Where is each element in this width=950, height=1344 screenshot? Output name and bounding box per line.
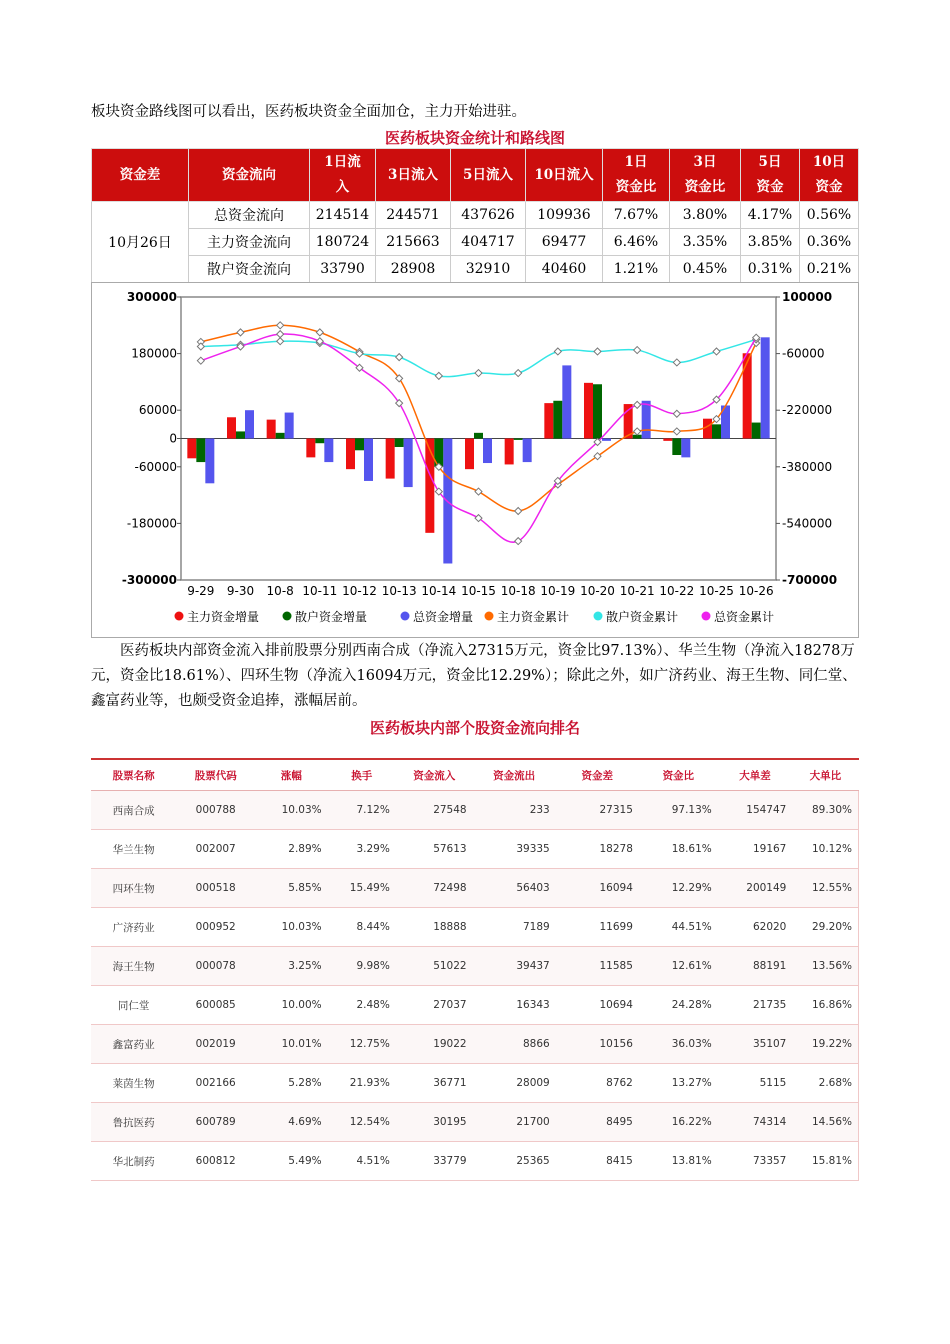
ranking-cell: 21700 [473,1103,556,1142]
ranking-cell: 2.48% [328,986,396,1025]
bar-散户资金增量 [315,439,324,444]
ranking-cell: 19022 [396,1025,473,1064]
bar-总资金增量 [404,439,413,488]
ranking-cell: 8762 [556,1064,639,1103]
ranking-cell: 600812 [176,1142,255,1181]
ranking-cell: 13.27% [639,1064,718,1103]
ranking-cell: 7189 [473,908,556,947]
bar-散户资金增量 [672,439,681,456]
stats-cell: 33790 [310,256,376,283]
legend-label: 主力资金累计 [497,610,570,624]
ranking-cell: 2.89% [255,830,327,869]
legend-label: 总资金增量 [413,610,474,624]
stats-header-cell: 10日流入 [526,149,603,202]
bar-总资金增量 [523,439,532,463]
ranking-cell: 广济药业 [91,908,176,947]
bar-散户资金增量 [593,384,602,438]
stats-cell: 3.35% [670,229,741,256]
ranking-header-cell: 资金流出 [473,759,556,791]
ranking-cell: 7.12% [328,791,396,830]
intro-paragraph: 板块资金路线图可以看出，医药板块资金全面加仓，主力开始进驻。 [91,104,526,120]
stats-cell: 3.80% [670,202,741,229]
ranking-header-cell: 资金流入 [396,759,473,791]
ranking-header-cell: 涨幅 [255,759,327,791]
ranking-cell: 华兰生物 [91,830,176,869]
ranking-cell: 5.49% [255,1142,327,1181]
ranking-cell: 29.20% [792,908,858,947]
ranking-cell: 西南合成 [91,791,176,830]
section-title-ranking: 医药板块内部个股资金流向排名 [369,719,580,737]
ranking-cell: 16094 [556,869,639,908]
ranking-cell: 233 [473,791,556,830]
ranking-cell: 5.85% [255,869,327,908]
stats-row [92,256,859,283]
x-axis-tick-label: 9-29 [187,584,215,598]
ranking-header-cell: 换手 [328,759,396,791]
ranking-cell: 14.56% [792,1103,858,1142]
ranking-header-cell: 资金比 [639,759,718,791]
ranking-cell: 72498 [396,869,473,908]
ranking-row [91,869,859,908]
ranking-cell: 18888 [396,908,473,947]
ranking-cell: 97.13% [639,791,718,830]
stock-ranking-table [91,758,859,1181]
legend-marker [401,612,410,621]
ranking-cell: 8495 [556,1103,639,1142]
ranking-cell: 000078 [176,947,255,986]
bar-主力资金增量 [306,439,315,458]
stats-cell: 0.31% [741,256,800,283]
stats-header-cell: 5日流入 [451,149,526,202]
ranking-cell: 16.22% [639,1103,718,1142]
ranking-cell: 51022 [396,947,473,986]
ranking-cell: 10.01% [255,1025,327,1064]
bar-总资金增量 [205,439,214,484]
ranking-cell: 华北制药 [91,1142,176,1181]
ranking-cell: 73357 [718,1142,793,1181]
ranking-cell: 21.93% [328,1064,396,1103]
legend-label: 主力资金增量 [187,610,260,624]
ranking-cell: 9.98% [328,947,396,986]
ranking-cell: 33779 [396,1142,473,1181]
ranking-cell: 000788 [176,791,255,830]
ranking-cell: 15.81% [792,1142,858,1181]
ranking-cell: 8866 [473,1025,556,1064]
y-axis-tick-label: 60000 [138,403,177,418]
ranking-cell: 8.44% [328,908,396,947]
ranking-cell: 27315 [556,791,639,830]
bar-总资金增量 [285,413,294,439]
ranking-cell: 39437 [473,947,556,986]
stats-cell: 69477 [526,229,603,256]
ranking-cell: 12.54% [328,1103,396,1142]
stats-date: 10月26日 [92,202,189,283]
stats-cell: 404717 [451,229,526,256]
bar-总资金增量 [245,410,254,438]
ranking-header-cell: 大单比 [792,759,858,791]
bar-主力资金增量 [227,417,236,438]
ranking-row [91,908,859,947]
ranking-cell: 12.55% [792,869,858,908]
ranking-row [91,1142,859,1181]
x-axis-tick-label: 10-19 [540,584,576,598]
ranking-row [91,791,859,830]
stats-cell: 0.21% [800,256,859,283]
stats-header-row [92,149,859,202]
ranking-cell: 36771 [396,1064,473,1103]
stats-cell: 215663 [376,229,451,256]
stats-cell: 244571 [376,202,451,229]
stats-header-cell: 10日 资金 [800,149,859,202]
x-axis-tick-label: 10-25 [699,584,734,598]
analysis-paragraph: 医药板块内部资金流入排前股票分别西南合成（净流入27315万元，资金比97.13%）、华兰生物（净流入18278万元，资金比18.61%）、四环生物（净流入16094万元，资金比12.29%）；除此之外，如广济药业、海王生物、同仁堂、鑫富药业等，也颇受资金追捧，涨幅居前。 [91,643,857,709]
ranking-cell: 89.30% [792,791,858,830]
ranking-cell: 8415 [556,1142,639,1181]
bar-主力资金增量 [465,439,474,470]
ranking-cell: 10.00% [255,986,327,1025]
y-axis-tick-label: 300000 [126,290,177,304]
x-axis-tick-label: 10-26 [738,584,774,598]
stats-cell: 0.45% [670,256,741,283]
stats-cell: 28908 [376,256,451,283]
legend-label: 总资金累计 [714,610,775,624]
bar-散户资金增量 [553,401,562,439]
bar-主力资金增量 [386,439,395,479]
ranking-cell: 4.51% [328,1142,396,1181]
y2-axis-tick-label: -60000 [782,346,825,361]
ranking-cell: 36.03% [639,1025,718,1064]
ranking-cell: 56403 [473,869,556,908]
stats-row [92,229,859,256]
bar-主力资金增量 [425,439,434,533]
ranking-cell: 四环生物 [91,869,176,908]
x-axis-tick-label: 10-15 [461,584,496,598]
y2-axis-tick-label: -700000 [782,573,838,587]
stats-header-cell: 资金流向 [189,149,310,202]
ranking-cell: 000952 [176,908,255,947]
x-axis-tick-label: 10-8 [266,584,294,598]
ranking-row [91,986,859,1025]
ranking-cell: 88191 [718,947,793,986]
stats-cell: 7.67% [603,202,670,229]
bar-散户资金增量 [474,433,483,439]
ranking-cell: 12.61% [639,947,718,986]
ranking-cell: 10.03% [255,791,327,830]
ranking-cell: 002019 [176,1025,255,1064]
ranking-row [91,1064,859,1103]
bar-总资金增量 [364,439,373,481]
stats-cell: 214514 [310,202,376,229]
stats-row-name: 散户资金流向 [189,256,310,283]
stats-header-cell: 5日 资金 [741,149,800,202]
ranking-row [91,830,859,869]
stats-header-cell: 3日 资金比 [670,149,741,202]
ranking-cell: 3.29% [328,830,396,869]
x-axis-tick-label: 10-12 [342,584,377,598]
legend-label: 散户资金累计 [606,610,679,624]
ranking-cell: 10694 [556,986,639,1025]
ranking-cell: 12.29% [639,869,718,908]
ranking-cell: 鲁抗医药 [91,1103,176,1142]
ranking-cell: 35107 [718,1025,793,1064]
stats-cell: 109936 [526,202,603,229]
stats-header-cell: 3日流入 [376,149,451,202]
bar-散户资金增量 [236,431,245,438]
ranking-cell: 莱茵生物 [91,1064,176,1103]
y-axis-tick-label: -300000 [121,573,177,587]
legend-marker [283,612,292,621]
ranking-cell: 74314 [718,1103,793,1142]
bar-散户资金增量 [514,439,523,440]
ranking-cell: 44.51% [639,908,718,947]
ranking-cell: 57613 [396,830,473,869]
y-axis-tick-label: 180000 [131,346,177,361]
x-axis-tick-label: 9-30 [226,584,255,598]
ranking-cell: 18.61% [639,830,718,869]
bar-总资金增量 [642,401,651,439]
legend-label: 散户资金增量 [295,610,368,624]
stats-cell: 437626 [451,202,526,229]
fund-flow-chart [91,282,859,638]
ranking-cell: 25365 [473,1142,556,1181]
stats-cell: 180724 [310,229,376,256]
ranking-row [91,1103,859,1142]
ranking-cell: 11585 [556,947,639,986]
bar-主力资金增量 [346,439,355,470]
ranking-cell: 5.28% [255,1064,327,1103]
stats-cell: 3.85% [741,229,800,256]
stats-cell: 32910 [451,256,526,283]
ranking-cell: 27548 [396,791,473,830]
ranking-header-cell: 股票代码 [176,759,255,791]
ranking-header-cell: 股票名称 [91,759,176,791]
ranking-cell: 15.49% [328,869,396,908]
x-axis-tick-label: 10-18 [500,584,536,598]
bar-总资金增量 [483,439,492,464]
ranking-cell: 27037 [396,986,473,1025]
ranking-row [91,1025,859,1064]
bar-散户资金增量 [395,439,404,447]
ranking-cell: 11699 [556,908,639,947]
ranking-cell: 28009 [473,1064,556,1103]
bar-主力资金增量 [743,353,752,438]
ranking-cell: 4.69% [255,1103,327,1142]
stats-cell: 0.36% [800,229,859,256]
ranking-cell: 62020 [718,908,793,947]
ranking-cell: 21735 [718,986,793,1025]
ranking-cell: 10156 [556,1025,639,1064]
bar-总资金增量 [681,439,690,458]
y-axis-tick-label: 0 [169,431,177,446]
bar-总资金增量 [602,439,611,441]
bar-总资金增量 [562,365,571,438]
ranking-cell: 海王生物 [91,947,176,986]
x-axis-tick-label: 10-13 [381,584,417,598]
stats-cell: 1.21% [603,256,670,283]
ranking-header-row [91,759,859,791]
ranking-cell: 200149 [718,869,793,908]
x-axis-tick-label: 10-22 [659,584,695,598]
bar-散户资金增量 [196,439,205,463]
ranking-row [91,947,859,986]
ranking-cell: 13.56% [792,947,858,986]
ranking-cell: 3.25% [255,947,327,986]
ranking-cell: 13.81% [639,1142,718,1181]
ranking-cell: 19167 [718,830,793,869]
ranking-cell: 16.86% [792,986,858,1025]
x-axis-tick-label: 10-11 [302,584,338,598]
bar-主力资金增量 [267,420,276,439]
y2-axis-tick-label: -380000 [782,459,833,474]
x-axis-tick-label: 10-21 [619,584,655,598]
x-axis-tick-label: 10-20 [580,584,615,598]
y2-axis-tick-label: -220000 [782,403,833,418]
legend-marker [594,612,603,621]
y2-axis-tick-label: -540000 [782,516,833,531]
stats-header-cell: 1日流 入 [310,149,376,202]
bar-散户资金增量 [355,439,364,451]
stats-header-cell: 1日 资金比 [603,149,670,202]
ranking-cell: 鑫富药业 [91,1025,176,1064]
ranking-cell: 154747 [718,791,793,830]
ranking-cell: 16343 [473,986,556,1025]
ranking-cell: 30195 [396,1103,473,1142]
y-axis-tick-label: -180000 [126,516,177,531]
ranking-header-cell: 大单差 [718,759,793,791]
bar-主力资金增量 [584,383,593,439]
bar-散户资金增量 [752,423,761,439]
bar-主力资金增量 [544,403,553,438]
x-axis-tick-label: 10-14 [421,584,457,598]
bar-散户资金增量 [276,433,285,439]
ranking-cell: 5115 [718,1064,793,1103]
stats-cell: 40460 [526,256,603,283]
ranking-cell: 12.75% [328,1025,396,1064]
y-axis-tick-label: -60000 [134,459,177,474]
y2-axis-tick-label: 100000 [782,290,833,304]
ranking-cell: 10.12% [792,830,858,869]
ranking-cell: 同仁堂 [91,986,176,1025]
bar-主力资金增量 [663,439,672,441]
stats-cell: 6.46% [603,229,670,256]
stats-cell: 0.56% [800,202,859,229]
ranking-cell: 2.68% [792,1064,858,1103]
bar-散户资金增量 [712,424,721,438]
section-title-stats: 医药板块资金统计和路线图 [384,129,565,147]
fund-flow-chart-svg [92,283,858,637]
ranking-cell: 600789 [176,1103,255,1142]
ranking-header-cell: 资金差 [556,759,639,791]
stats-row-name: 总资金流向 [189,202,310,229]
ranking-cell: 19.22% [792,1025,858,1064]
ranking-cell: 000518 [176,869,255,908]
legend-marker [702,612,711,621]
ranking-cell: 002166 [176,1064,255,1103]
fund-stats-table [91,148,859,283]
stats-row [92,202,859,229]
stats-row-name: 主力资金流向 [189,229,310,256]
stats-header-cell: 资金差 [92,149,189,202]
bar-总资金增量 [761,337,770,438]
bar-主力资金增量 [505,439,514,465]
stats-cell: 4.17% [741,202,800,229]
ranking-cell: 18278 [556,830,639,869]
ranking-cell: 39335 [473,830,556,869]
ranking-cell: 10.03% [255,908,327,947]
ranking-cell: 002007 [176,830,255,869]
legend-marker [175,612,184,621]
bar-主力资金增量 [187,439,196,459]
legend-marker [485,612,494,621]
ranking-cell: 24.28% [639,986,718,1025]
bar-总资金增量 [324,439,333,463]
ranking-cell: 600085 [176,986,255,1025]
